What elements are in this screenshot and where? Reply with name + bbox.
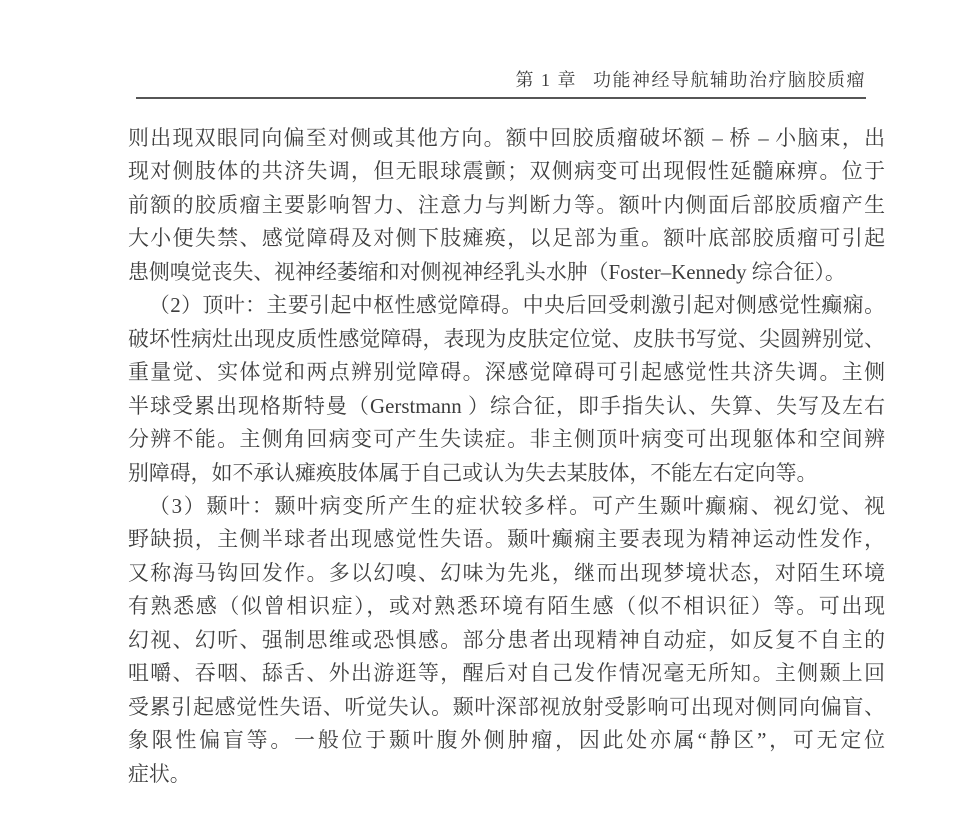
chapter-number: 第 1 章	[515, 70, 577, 90]
text-line: 则出现双眼同向偏至对侧或其他方向。额中回胶质瘤破坏额 – 桥 – 小脑束，出	[128, 126, 885, 150]
text-line: 象限性偏盲等。一般位于颞叶腹外侧肿瘤，因此处亦属“静区”，可无定位	[128, 728, 885, 753]
text-line: （2）顶叶：主要引起中枢性感觉障碍。中央后回受刺激引起对侧感觉性癫痫。	[148, 293, 885, 318]
text-line: 别障碍，如不承认瘫痪肢体属于自己或认为失去某肢体，不能左右定向等。	[128, 460, 818, 485]
body-text	[128, 122, 885, 791]
text-line: 野缺损，主侧半球者出现感觉性失语。颞叶癫痫主要表现为精神运动性发作，	[128, 527, 885, 552]
text-line: 分辨不能。主侧角回病变可产生失读症。非主侧顶叶病变可出现躯体和空间辨	[128, 427, 885, 452]
text-line: 又称海马钩回发作。多以幻嗅、幻味为先兆，继而出现梦境状态，对陌生环境	[128, 560, 885, 585]
text-line: 有熟悉感（似曾相识症），或对熟悉环境有陌生感（似不相识征）等。可出现	[128, 594, 885, 619]
text-line: 症状。	[128, 761, 191, 786]
text-line: 大小便失禁、感觉障碍及对侧下肢瘫痪，以足部为重。额叶底部胶质瘤可引起	[128, 226, 885, 251]
text-line: （3）颞叶：颞叶病变所产生的症状较多样。可产生颞叶癫痫、视幻觉、视	[148, 493, 885, 518]
text-line: 半球受累出现格斯特曼（Gerstmann ）综合征，即手指失认、失算、失写及左右	[128, 393, 885, 418]
text-line: 幻视、幻听、强制思维或恐惧感。部分患者出现精神自动症，如反复不自主的	[128, 627, 885, 652]
text-line: 现对侧肢体的共济失调，但无眼球震颤；双侧病变可出现假性延髓麻痹。位于	[128, 159, 885, 184]
header-rule	[136, 97, 866, 99]
text-line: 受累引起感觉性失语、听觉失认。颞叶深部视放射受影响可出现对侧同向偏盲、	[128, 694, 885, 719]
chapter-title: 功能神经导航辅助治疗脑胶质瘤	[593, 70, 866, 90]
text-line: 前额的胶质瘤主要影响智力、注意力与判断力等。额叶内侧面后部胶质瘤产生	[128, 192, 885, 217]
text-line: 咀嚼、吞咽、舔舌、外出游逛等，醒后对自己发作情况毫无所知。主侧颞上回	[128, 661, 885, 686]
page-header	[136, 66, 866, 92]
text-line: 重量觉、实体觉和两点辨别觉障碍。深感觉障碍可引起感觉性共济失调。主侧	[128, 360, 885, 385]
text-line: 患侧嗅觉丧失、视神经萎缩和对侧视神经乳头水肿（Foster–Kennedy 综合征）。	[128, 259, 846, 284]
text-line: 破坏性病灶出现皮质性感觉障碍，表现为皮肤定位觉、皮肤书写觉、尖圆辨别觉、	[128, 326, 885, 351]
